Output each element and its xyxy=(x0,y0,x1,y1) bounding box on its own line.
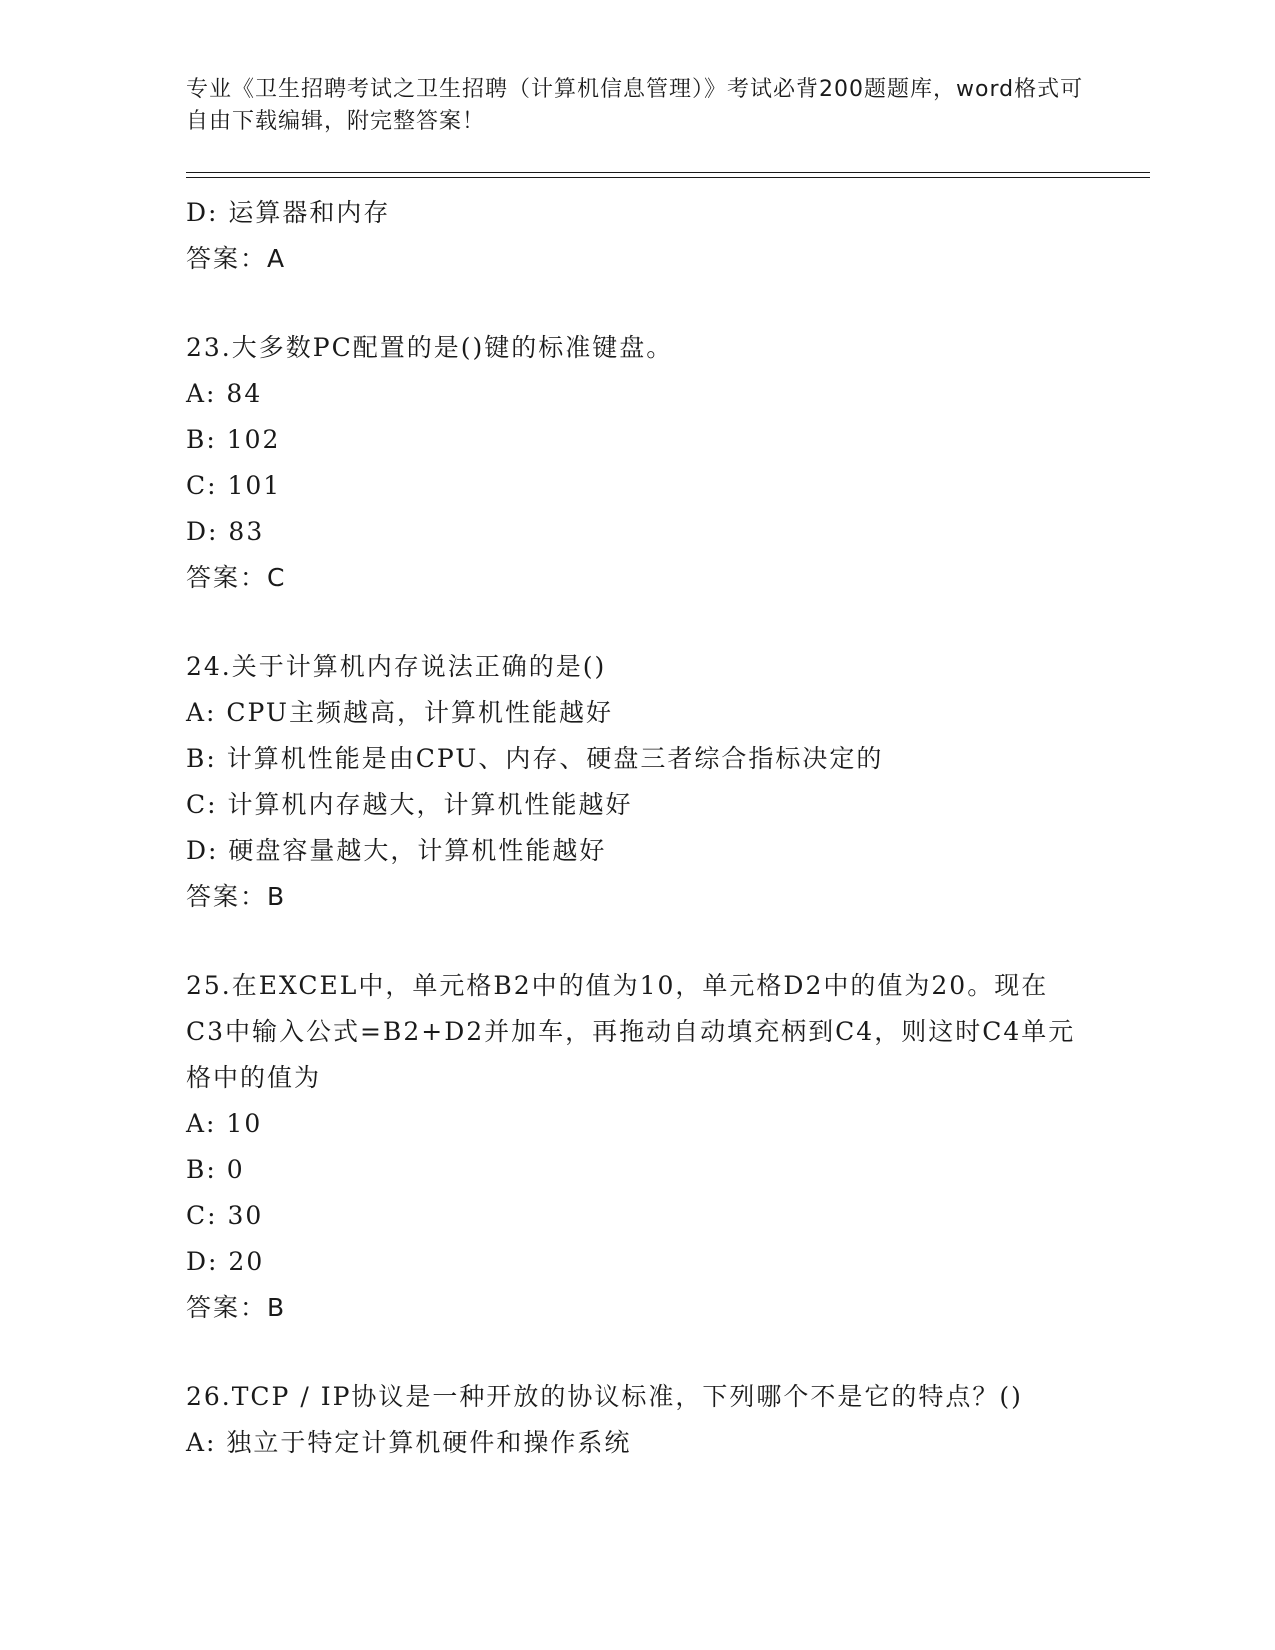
answer: 答案：A xyxy=(186,244,287,273)
option-b: B: 0 xyxy=(186,1155,245,1184)
option-a: A: 独立于特定计算机硬件和操作系统 xyxy=(186,1428,632,1457)
header-title: 专业《卫生招聘考试之卫生招聘（计算机信息管理）》考试必背200题题库，word格式可自由下载编辑，附完整答案！ xyxy=(186,77,1084,134)
answer: 答案：B xyxy=(186,1293,287,1322)
document-header xyxy=(186,74,1086,138)
question-text: 23.大多数PC配置的是()键的标准键盘。 xyxy=(186,333,674,362)
question-text: 24.关于计算机内存说法正确的是() xyxy=(186,652,607,681)
question-text: 25.在EXCEL中，单元格B2中的值为10，单元格D2中的值为20。现在C3中输入公式=B2+D2并加车，再拖动自动填充柄到C4，则这时C4单元格中的值为 xyxy=(186,971,1076,1092)
option-a: A: 10 xyxy=(186,1109,263,1138)
header-rule-bottom xyxy=(186,177,1150,178)
option-c: C: 30 xyxy=(186,1201,264,1230)
header-rule-top xyxy=(186,172,1150,173)
option-b: B: 计算机性能是由CPU、内存、硬盘三者综合指标决定的 xyxy=(186,744,884,773)
answer: 答案：B xyxy=(186,882,287,911)
option-c: C: 计算机内存越大，计算机性能越好 xyxy=(186,790,633,819)
option-d: D: 20 xyxy=(186,1247,265,1276)
option-b: B: 102 xyxy=(186,425,281,454)
option-d: D: 运算器和内存 xyxy=(186,198,391,227)
option-c: C: 101 xyxy=(186,471,282,500)
question-text: 26.TCP / IP协议是一种开放的协议标准，下列哪个不是它的特点？() xyxy=(186,1382,1023,1411)
answer: 答案：C xyxy=(186,563,287,592)
option-a: A: CPU主频越高，计算机性能越好 xyxy=(186,698,614,727)
option-a: A: 84 xyxy=(186,379,263,408)
option-d: D: 83 xyxy=(186,517,265,546)
option-d: D: 硬盘容量越大，计算机性能越好 xyxy=(186,836,607,865)
document-body xyxy=(186,190,1086,1466)
